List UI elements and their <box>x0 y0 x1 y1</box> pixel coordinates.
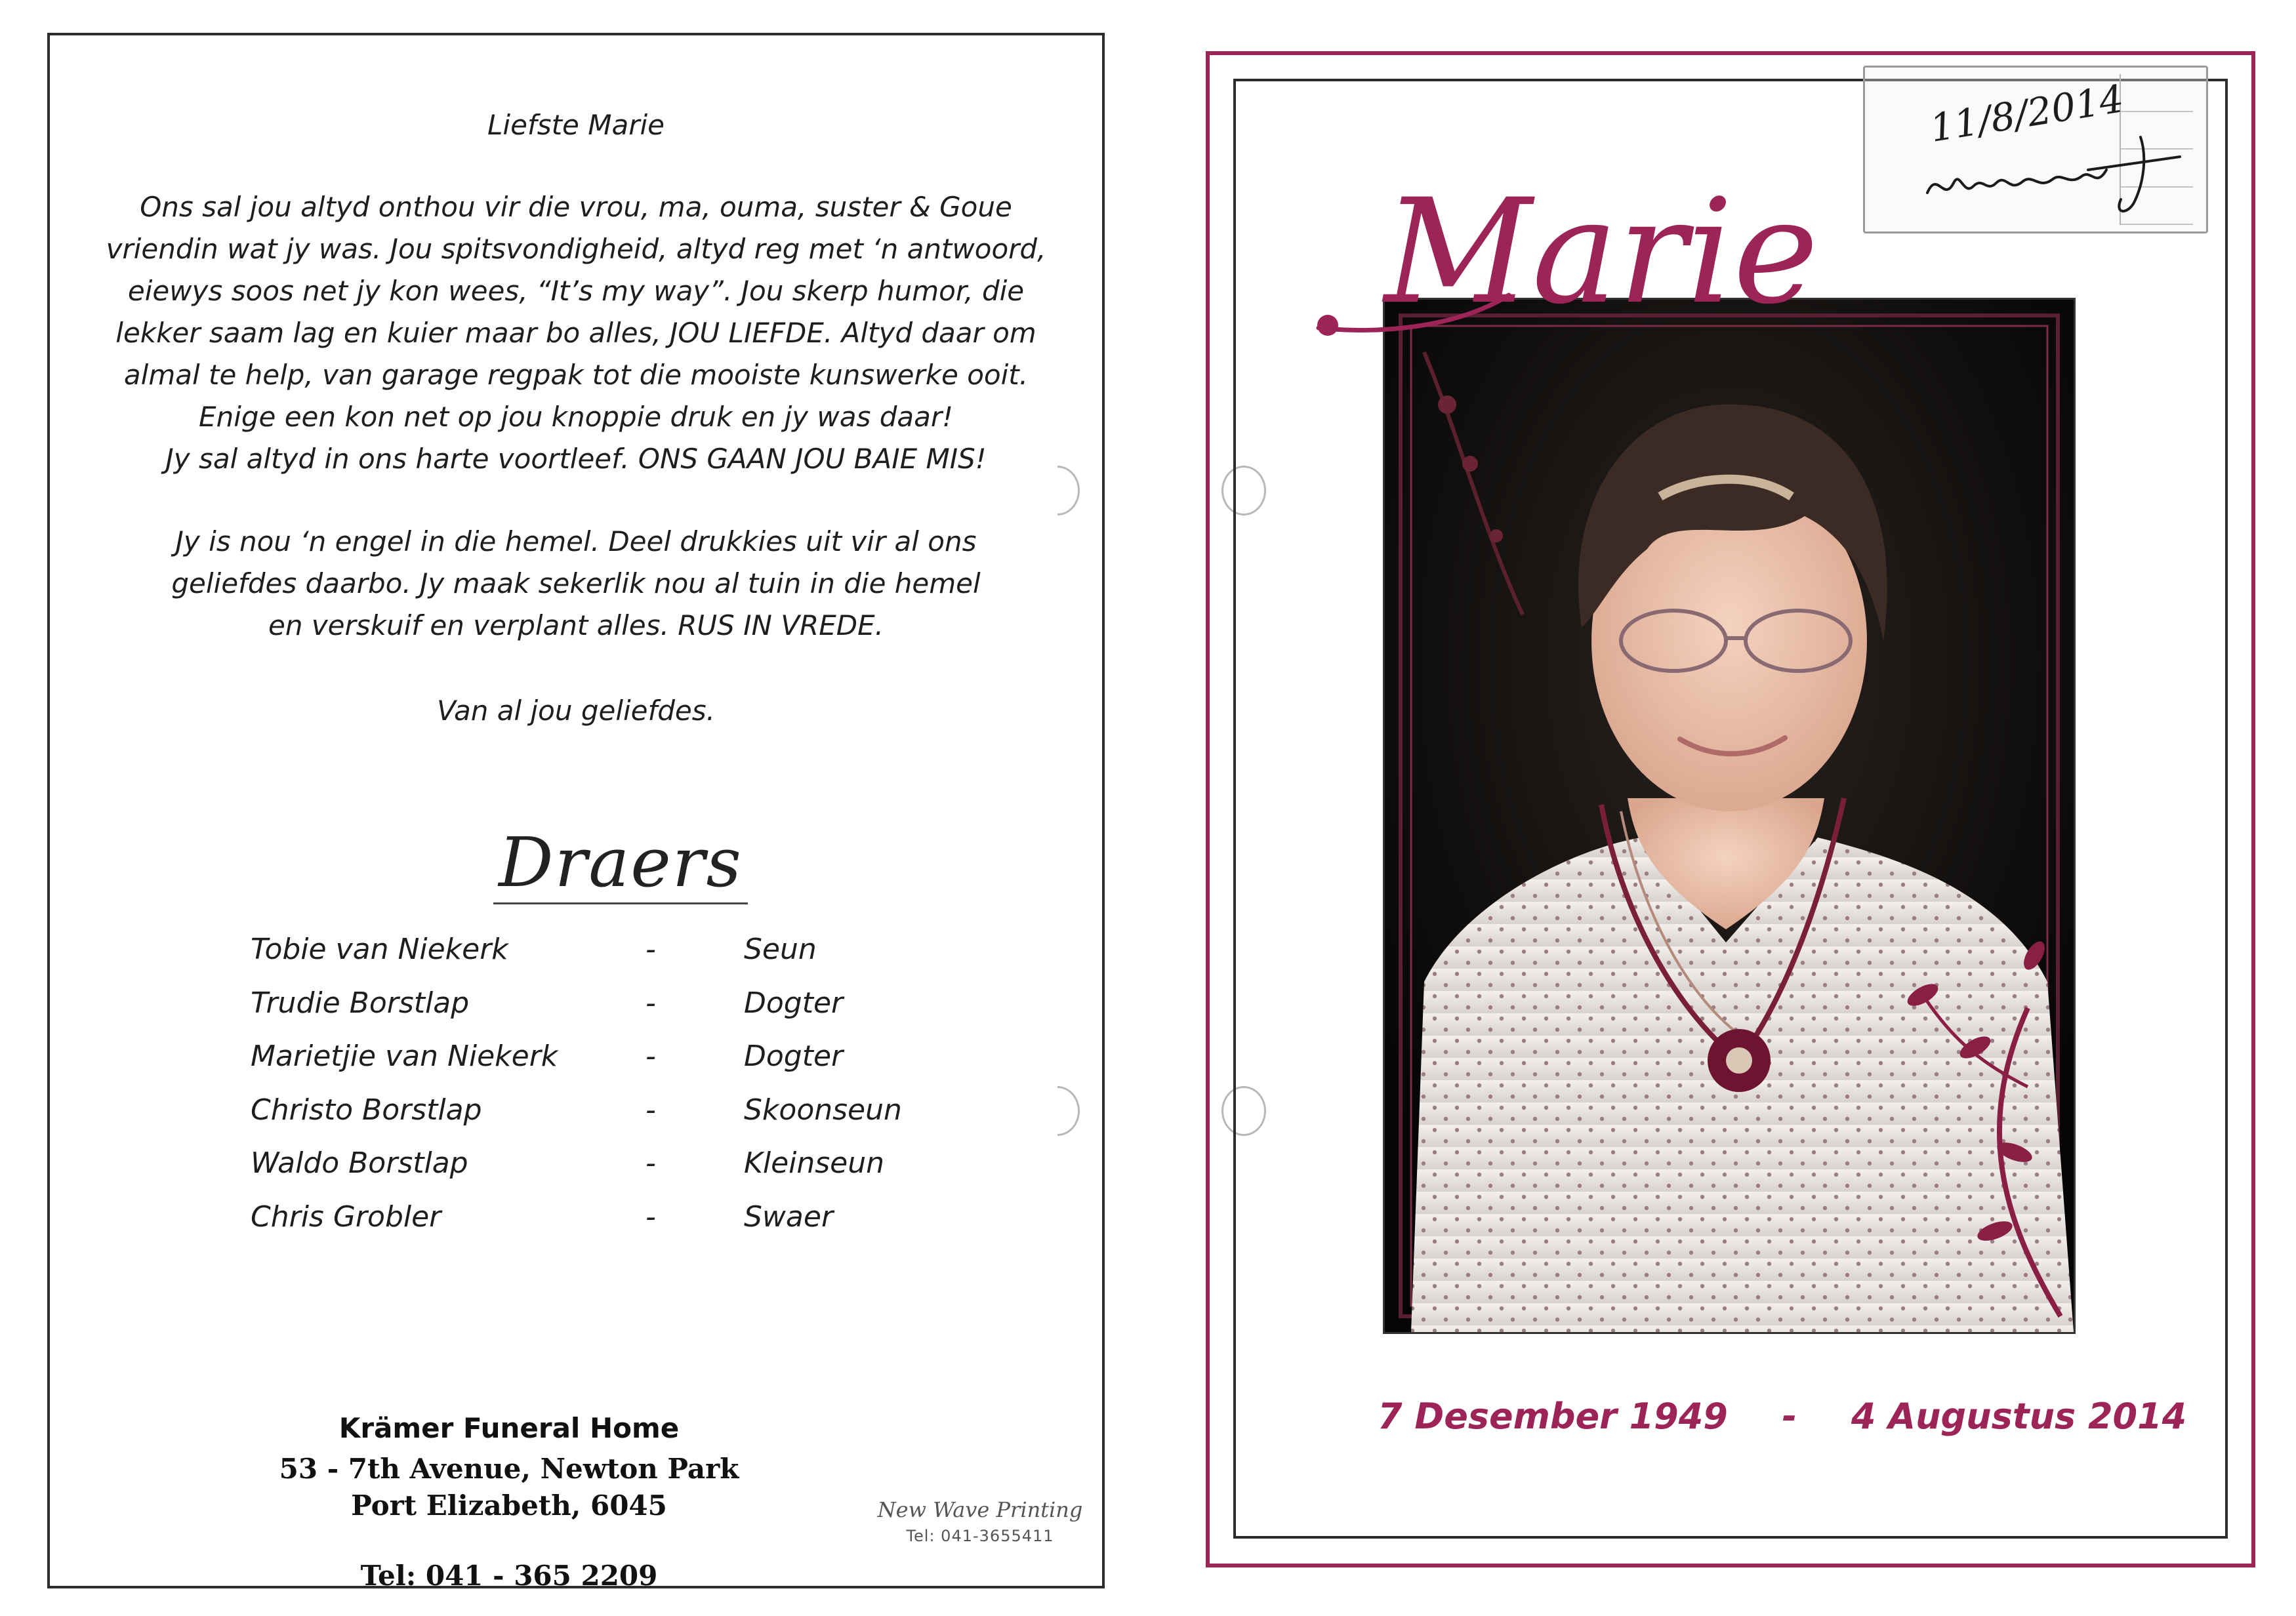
tribute-line: Jy sal altyd in ons harte voortleef. ONS GAAN JOU BAIE MIS! <box>165 443 987 475</box>
funeral-home-tel: Tel: 041 - 365 2209 <box>360 1560 658 1592</box>
funeral-home-address-line2: Port Elizabeth, 6045 <box>351 1489 667 1522</box>
tribute-line: Enige een kon net op jou knoppie druk en jy was daar! <box>199 401 953 433</box>
tribute-line: Ons sal jou altyd onthou vir die vrou, ma, ouma, suster & Goue <box>140 191 1012 223</box>
bearer-row <box>50 1146 1102 1200</box>
tribute-closing: Van al jou geliefdes. <box>436 695 716 727</box>
bearers-heading-text: Draers <box>493 822 748 904</box>
tribute-line: almal te help, van garage regpak tot die mooiste kunswerke ooit. <box>123 359 1029 391</box>
bearer-name: Tobie van Niekerk <box>251 933 508 966</box>
portrait-image <box>1385 300 2074 1332</box>
bearer-separator: - <box>646 1093 656 1127</box>
cover-name-text: Marie <box>1384 168 1819 336</box>
bearer-row <box>50 986 1102 1040</box>
signature-icon <box>1924 131 2186 222</box>
tribute-line: eiewys soos net jy kon wees, “It’s my way”. Jou skerp humor, die <box>127 275 1025 307</box>
bearer-relation: Kleinseun <box>744 1146 885 1180</box>
bearers-heading <box>457 822 785 902</box>
printer-tel: Tel: 041-3655411 <box>906 1527 1054 1545</box>
bearer-row <box>50 1093 1102 1147</box>
bearer-name: Marietjie van Niekerk <box>251 1040 558 1073</box>
life-dates <box>1378 1396 2187 1437</box>
funeral-home-address-line1: 53 - 7th Avenue, Newton Park <box>279 1453 739 1485</box>
stamp-date: 11/8/2014 <box>1927 76 2127 151</box>
death-date: 4 Augustus 2014 <box>1851 1396 2187 1437</box>
bearer-row <box>50 933 1102 986</box>
bearer-name: Christo Borstlap <box>251 1093 482 1127</box>
birth-date: 7 Desember 1949 <box>1378 1396 1728 1437</box>
bearer-separator: - <box>646 933 656 966</box>
cover-name-title <box>1299 138 1955 361</box>
date-separator: - <box>1782 1396 1797 1437</box>
bearer-relation: Seun <box>744 933 817 966</box>
bearer-separator: - <box>646 1146 656 1180</box>
tribute-paragraph-1 <box>50 186 1102 480</box>
bearer-relation: Swaer <box>744 1200 834 1234</box>
tribute-line: lekker saam lag en kuier maar bo alles, JOU LIEFDE. Altyd daar om <box>115 317 1036 349</box>
bearer-relation: Dogter <box>744 986 844 1020</box>
bearer-relation: Dogter <box>744 1040 844 1073</box>
tribute-line: Jy is nou ‘n engel in die hemel. Deel drukkies uit vir al ons <box>175 525 977 557</box>
bearer-row <box>50 1040 1102 1093</box>
bearers-list <box>50 933 1102 1253</box>
tribute-line: vriendin wat jy was. Jou spitsvondigheid, altyd reg met ‘n antwoord, <box>106 233 1046 265</box>
bearer-relation: Skoonseun <box>744 1093 902 1127</box>
printer-credit <box>849 1497 1111 1549</box>
bearer-separator: - <box>646 1040 656 1073</box>
left-page <box>47 33 1105 1592</box>
tribute-line: en verskuif en verplant alles. RUS IN VREDE. <box>268 609 884 641</box>
bearer-separator: - <box>646 1200 656 1234</box>
bearer-separator: - <box>646 986 656 1020</box>
funeral-home-block <box>181 1406 837 1592</box>
bearer-row <box>50 1200 1102 1254</box>
bearer-name: Trudie Borstlap <box>251 986 470 1020</box>
funeral-home-name: Krämer Funeral Home <box>338 1412 680 1444</box>
bearer-name: Chris Grobler <box>251 1200 441 1234</box>
tribute-line: geliefdes daarbo. Jy maak sekerlik nou al tuin in die hemel <box>171 567 981 599</box>
printer-name: New Wave Printing <box>877 1497 1083 1522</box>
portrait-photo <box>1383 298 2076 1334</box>
tribute-paragraph-2 <box>50 521 1102 647</box>
tribute-greeting: Liefste Marie <box>487 109 665 141</box>
bearer-name: Waldo Borstlap <box>251 1146 468 1180</box>
